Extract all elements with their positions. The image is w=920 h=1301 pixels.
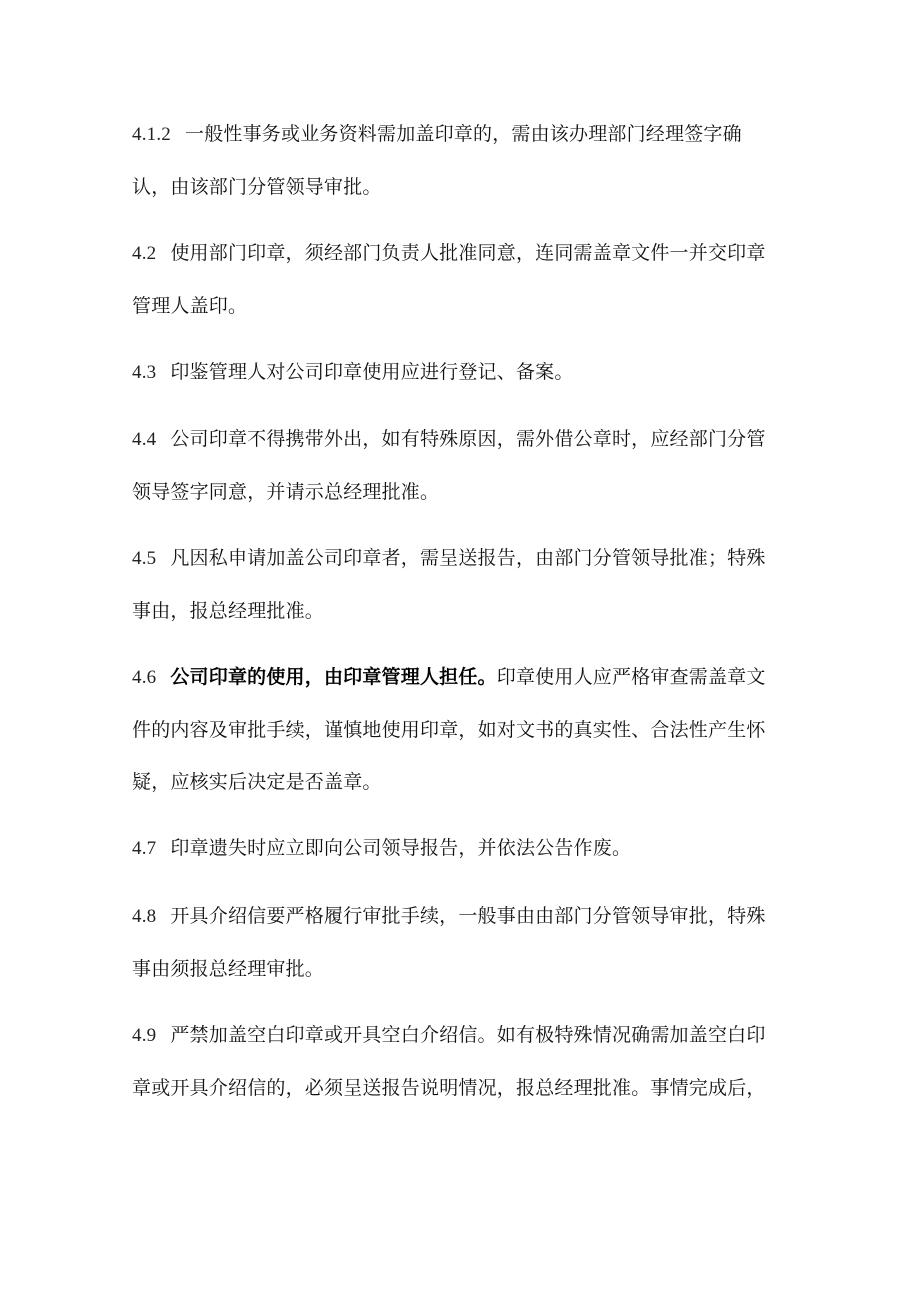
- clause-4-5: [132, 532, 807, 637]
- clause-bold-lead: 公司印章的使用，由印章管理人担任。: [170, 666, 497, 688]
- clause-4-4: [132, 413, 807, 518]
- clause-line: 事由，报总经理批准。: [132, 600, 325, 622]
- clause-line: 认，由该部门分管领导审批。: [132, 176, 382, 198]
- clause-number: 4.8: [132, 906, 157, 927]
- clause-line: 章或开具介绍信的，必须呈送报告说明情况，报总经理批准。事情完成后，: [132, 1077, 766, 1099]
- clause-line: [132, 890, 807, 943]
- clause-text: 印章遗失时应立即向公司领导报告，并依法公告作废。: [170, 837, 632, 859]
- clause-number: 4.2: [132, 243, 157, 264]
- clause-line: [132, 822, 807, 875]
- clause-line: 领导签字同意，并请示总经理批准。: [132, 481, 440, 503]
- clause-text: 一般性事务或业务资料需加盖印章的，需由该办理部门经理签字确: [185, 123, 742, 145]
- clause-4-8: [132, 890, 807, 995]
- clause-4-2: [132, 227, 807, 332]
- clause-number: 4.5: [132, 548, 157, 569]
- clause-line: 事由须报总经理审批。: [132, 958, 325, 980]
- clause-number: 4.1.2: [132, 124, 171, 145]
- clause-text: 使用部门印章，须经部门负责人批准同意，连同需盖章文件一并交印章: [170, 242, 766, 264]
- clause-line: [132, 413, 807, 466]
- clause-text: 开具介绍信要严格履行审批手续，一般事由由部门分管领导审批，特殊: [170, 905, 766, 927]
- clause-text: 凡因私申请加盖公司印章者，需呈送报告，由部门分管领导批准；特殊: [170, 547, 766, 569]
- clause-text: 严禁加盖空白印章或开具空白介绍信。如有极特殊情况确需加盖空白印: [170, 1024, 766, 1046]
- clause-line: 疑，应核实后决定是否盖章。: [132, 771, 382, 793]
- clause-number: 4.6: [132, 667, 157, 688]
- clause-text: 公司印章不得携带外出，如有特殊原因，需外借公章时，应经部门分管: [170, 428, 766, 450]
- clause-number: 4.4: [132, 429, 157, 450]
- clause-number: 4.7: [132, 838, 157, 859]
- clause-4-6: [132, 651, 807, 808]
- clause-4-9: [132, 1009, 807, 1114]
- clause-text: 印章使用人应严格审查需盖章文: [496, 666, 766, 688]
- clause-4-1-2: [132, 108, 807, 213]
- clause-number: 4.3: [132, 362, 157, 383]
- clause-line: 件的内容及审批手续，谨慎地使用印章，如对文书的真实性、合法性产生怀: [132, 719, 766, 741]
- clause-4-7: [132, 822, 807, 875]
- clause-number: 4.9: [132, 1025, 157, 1046]
- clause-line: [132, 346, 807, 399]
- clause-line: [132, 651, 807, 704]
- clause-line: 管理人盖印。: [132, 295, 248, 317]
- clause-text: 印鉴管理人对公司印章使用应进行登记、备案。: [170, 361, 574, 383]
- clause-line: [132, 108, 807, 161]
- clause-line: [132, 1009, 807, 1062]
- clause-line: [132, 532, 807, 585]
- clause-line: [132, 227, 807, 280]
- clause-4-3: [132, 346, 807, 399]
